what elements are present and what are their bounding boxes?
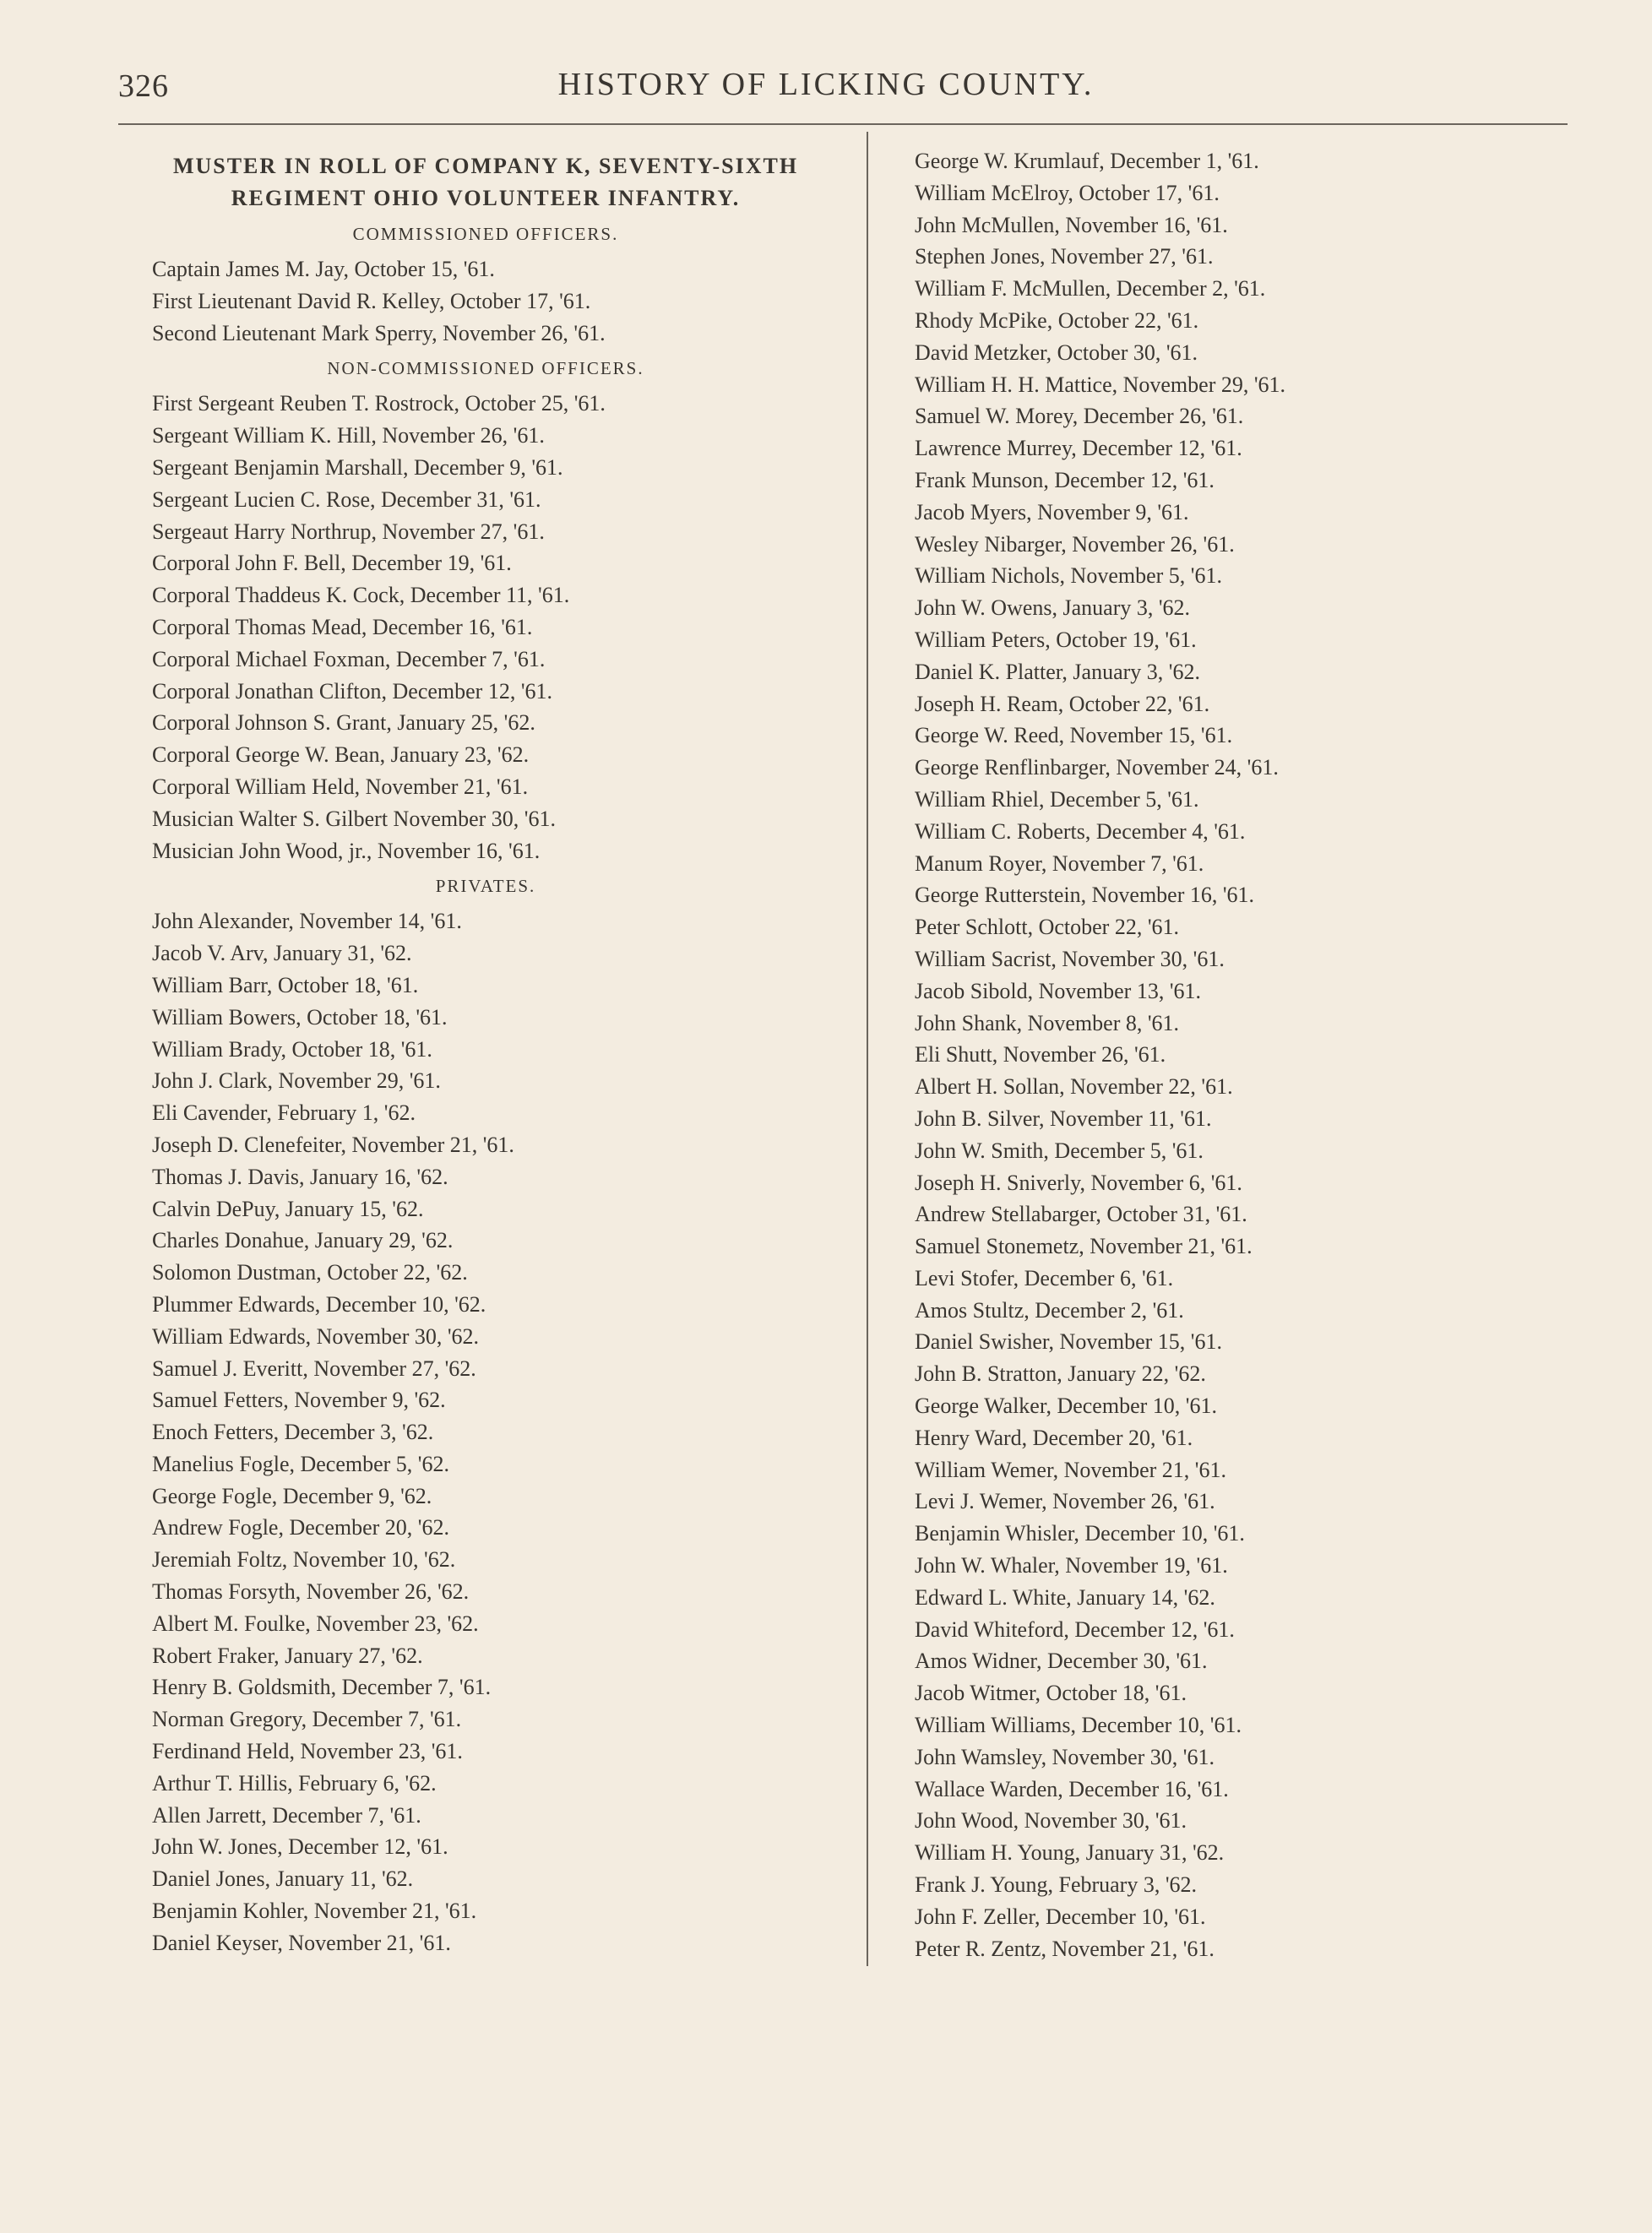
- private-entry: Amos Widner, December 30, '61.: [915, 1649, 1208, 1674]
- private-entry: Benjamin Kohler, November 21, '61.: [152, 1899, 477, 1924]
- private-entry: Jacob Witmer, October 18, '61.: [915, 1681, 1187, 1706]
- nco-entry: Corporal Jonathan Clifton, December 12, '61.: [152, 678, 553, 704]
- running-title: HISTORY OF LICKING COUNTY.: [557, 67, 1095, 102]
- private-entry: William Nichols, November 5, '61.: [915, 563, 1222, 589]
- private-entry: Henry B. Goldsmith, December 7, '61.: [152, 1675, 492, 1700]
- private-entry: Edward L. White, January 14, '62.: [915, 1584, 1215, 1610]
- private-entry: Jacob Sibold, November 13, '61.: [915, 978, 1202, 1003]
- private-entry: William Sacrist, November 30, '61.: [915, 946, 1225, 971]
- nco-entry: First Sergeant Reuben T. Rostrock, October 25, '61.: [152, 391, 606, 416]
- private-entry: Daniel K. Platter, January 3, '62.: [915, 659, 1200, 684]
- private-entry: Samuel Fetters, November 9, '62.: [152, 1388, 446, 1413]
- private-entry: Peter Schlott, October 22, '61.: [915, 915, 1180, 940]
- nco-entry: Sergeant William K. Hill, November 26, '61.: [152, 423, 545, 448]
- private-entry: William H. Young, January 31, '62.: [915, 1840, 1225, 1866]
- private-entry: William Rhiel, December 5, '61.: [915, 786, 1199, 812]
- private-entry: Rhody McPike, October 22, '61.: [915, 307, 1199, 333]
- private-entry: George Walker, December 10, '61.: [915, 1394, 1217, 1419]
- private-entry: Samuel W. Morey, December 26, '61.: [915, 404, 1244, 429]
- private-entry: Jeremiah Foltz, November 10, '62.: [152, 1547, 456, 1573]
- private-entry: David Metzker, October 30, '61.: [915, 340, 1198, 365]
- private-entry: John McMullen, November 16, '61.: [915, 212, 1228, 237]
- private-entry: William Barr, October 18, '61.: [152, 972, 419, 997]
- private-entry: John B. Silver, November 11, '61.: [915, 1106, 1212, 1131]
- officer-entry: Second Lieutenant Mark Sperry, November 26, '61.: [152, 320, 606, 345]
- nco-entry: Musician John Wood, jr., November 16, '61.: [152, 838, 541, 863]
- private-entry: John J. Clark, November 29, '61.: [152, 1068, 441, 1094]
- private-entry: Joseph H. Sniverly, November 6, '61.: [915, 1170, 1242, 1195]
- nco-entry: Sergeaut Harry Northrup, November 27, '61.: [152, 519, 545, 544]
- section-title-line-1: MUSTER IN ROLL OF COMPANY K, SEVENTY-SIXTH: [172, 154, 799, 178]
- private-entry: William Brady, October 18, '61.: [152, 1036, 432, 1062]
- nco-entry: Corporal George W. Bean, January 23, '62.: [152, 742, 530, 768]
- private-entry: George W. Krumlauf, December 1, '61.: [915, 149, 1259, 173]
- officer-entry: First Lieutenant David R. Kelley, October 17, '61.: [152, 288, 591, 313]
- private-entry: Lawrence Murrey, December 12, '61.: [915, 436, 1242, 461]
- commissioned-list: [127, 253, 845, 349]
- private-entry: David Whiteford, December 12, '61.: [915, 1616, 1235, 1642]
- officer-entry: Captain James M. Jay, October 15, '61.: [152, 257, 495, 281]
- private-entry: John Wamsley, November 30, '61.: [915, 1744, 1215, 1769]
- private-entry: William Williams, December 10, '61.: [915, 1713, 1242, 1738]
- private-entry: William Edwards, November 30, '62.: [152, 1323, 480, 1349]
- private-entry: Jacob V. Arv, January 31, '62.: [152, 941, 412, 966]
- private-entry: Robert Fraker, January 27, '62.: [152, 1643, 423, 1668]
- nco-entry: Sergeant Lucien C. Rose, December 31, '61.: [152, 486, 541, 512]
- private-entry: George Rutterstein, November 16, '61.: [915, 883, 1255, 908]
- private-entry: William Peters, October 19, '61.: [915, 627, 1197, 652]
- nco-entry: Sergeant Benjamin Marshall, December 9, '61.: [152, 454, 563, 480]
- private-entry: John Alexander, November 14, '61.: [152, 909, 462, 934]
- left-column: [127, 150, 845, 1959]
- private-entry: Plummer Edwards, December 10, '62.: [152, 1291, 486, 1317]
- private-entry: Arthur T. Hillis, February 6, '62.: [152, 1770, 437, 1796]
- private-entry: Joseph D. Clenefeiter, November 21, '61.: [152, 1132, 514, 1157]
- private-entry: Wallace Warden, December 16, '61.: [915, 1776, 1229, 1801]
- header-rule: [118, 123, 1568, 125]
- nco-entry: Corporal Thomas Mead, December 16, '61.: [152, 614, 533, 639]
- private-entry: William McElroy, October 17, '61.: [915, 180, 1220, 205]
- private-entry: John W. Whaler, November 19, '61.: [915, 1553, 1228, 1578]
- private-entry: John Shank, November 8, '61.: [915, 1010, 1180, 1035]
- noncommissioned-list: [127, 388, 845, 867]
- private-entry: Samuel Stonemetz, November 21, '61.: [915, 1234, 1253, 1259]
- nco-entry: Corporal John F. Bell, December 19, '61.: [152, 551, 512, 576]
- private-entry: John B. Stratton, January 22, '62.: [915, 1361, 1206, 1387]
- nco-entry: Corporal Michael Foxman, December 7, '61.: [152, 646, 546, 671]
- private-entry: Levi J. Wemer, November 26, '61.: [915, 1489, 1215, 1514]
- private-entry: Wesley Nibarger, November 26, '61.: [915, 531, 1235, 557]
- private-entry: Allen Jarrett, December 7, '61.: [152, 1802, 421, 1828]
- private-entry: Henry Ward, December 20, '61.: [915, 1425, 1193, 1450]
- private-entry: Enoch Fetters, December 3, '62.: [152, 1420, 434, 1445]
- private-entry: Thomas Forsyth, November 26, '62.: [152, 1579, 470, 1605]
- nco-entry: Corporal William Held, November 21, '61.: [152, 774, 529, 799]
- private-entry: William Bowers, October 18, '61.: [152, 1004, 448, 1030]
- private-entry: William Wemer, November 21, '61.: [915, 1457, 1226, 1482]
- private-entry: John W. Owens, January 3, '62.: [915, 595, 1191, 621]
- private-entry: George Fogle, December 9, '62.: [152, 1483, 432, 1508]
- private-entry: Jacob Myers, November 9, '61.: [915, 499, 1189, 524]
- private-entry: Daniel Keyser, November 21, '61.: [152, 1930, 451, 1955]
- private-entry: Stephen Jones, November 27, '61.: [915, 244, 1214, 269]
- section-title: [127, 150, 845, 215]
- private-entry: John W. Smith, December 5, '61.: [915, 1138, 1204, 1163]
- private-entry: George W. Reed, November 15, '61.: [915, 723, 1233, 748]
- private-entry: Andrew Stellabarger, October 31, '61.: [915, 1202, 1247, 1227]
- private-entry: George Renflinbarger, November 24, '61.: [915, 755, 1279, 780]
- private-entry: Calvin DePuy, January 15, '62.: [152, 1196, 424, 1221]
- privates-heading: PRIVATES.: [435, 876, 536, 897]
- private-entry: Joseph H. Ream, October 22, '61.: [915, 691, 1210, 716]
- private-entry: Norman Gregory, December 7, '61.: [152, 1707, 462, 1732]
- private-entry: Eli Shutt, November 26, '61.: [915, 1042, 1166, 1068]
- noncommissioned-heading: NON-COMMISSIONED OFFICERS.: [327, 358, 644, 379]
- private-entry: Manum Royer, November 7, '61.: [915, 850, 1204, 876]
- private-entry: Peter R. Zentz, November 21, '61.: [915, 1936, 1215, 1961]
- private-entry: Frank Munson, December 12, '61.: [915, 467, 1215, 492]
- private-entry: Levi Stofer, December 6, '61.: [915, 1265, 1174, 1290]
- private-entry: William F. McMullen, December 2, '61.: [915, 276, 1266, 302]
- private-entry: Benjamin Whisler, December 10, '61.: [915, 1521, 1245, 1546]
- private-entry: Manelius Fogle, December 5, '62.: [152, 1451, 449, 1476]
- private-entry: Samuel J. Everitt, November 27, '62.: [152, 1356, 476, 1381]
- private-entry: John W. Jones, December 12, '61.: [152, 1834, 448, 1860]
- section-title-line-2: REGIMENT OHIO VOLUNTEER INFANTRY.: [231, 186, 741, 210]
- page-number: 326: [118, 68, 169, 104]
- private-entry: Frank J. Young, February 3, '62.: [915, 1872, 1198, 1898]
- commissioned-heading: COMMISSIONED OFFICERS.: [352, 224, 619, 244]
- private-entry: John F. Zeller, December 10, '61.: [915, 1904, 1206, 1929]
- private-entry: William C. Roberts, December 4, '61.: [915, 818, 1246, 844]
- column-rule: [867, 132, 868, 1966]
- private-entry: Andrew Fogle, December 20, '62.: [152, 1515, 449, 1540]
- private-entry: John Wood, November 30, '61.: [915, 1808, 1187, 1834]
- private-entry: Albert M. Foulke, November 23, '62.: [152, 1611, 479, 1636]
- privates-left-list: [127, 905, 845, 1959]
- nco-entry: Corporal Thaddeus K. Cock, December 11, '61.: [152, 583, 570, 608]
- private-entry: Daniel Swisher, November 15, '61.: [915, 1329, 1222, 1355]
- private-entry: William H. H. Mattice, November 29, '61.: [915, 372, 1286, 397]
- private-entry: Charles Donahue, January 29, '62.: [152, 1228, 454, 1253]
- nco-entry: Musician Walter S. Gilbert November 30, '61.: [152, 806, 556, 831]
- privates-right-list: [915, 145, 1590, 1964]
- private-entry: Eli Cavender, February 1, '62.: [152, 1100, 416, 1126]
- right-column: [915, 145, 1590, 1964]
- nco-entry: Corporal Johnson S. Grant, January 25, '62.: [152, 710, 535, 736]
- private-entry: Ferdinand Held, November 23, '61.: [152, 1739, 463, 1764]
- private-entry: Amos Stultz, December 2, '61.: [915, 1297, 1184, 1323]
- private-entry: Thomas J. Davis, January 16, '62.: [152, 1164, 448, 1189]
- private-entry: Daniel Jones, January 11, '62.: [152, 1866, 414, 1892]
- private-entry: Solomon Dustman, October 22, '62.: [152, 1260, 468, 1285]
- private-entry: Albert H. Sollan, November 22, '61.: [915, 1074, 1233, 1100]
